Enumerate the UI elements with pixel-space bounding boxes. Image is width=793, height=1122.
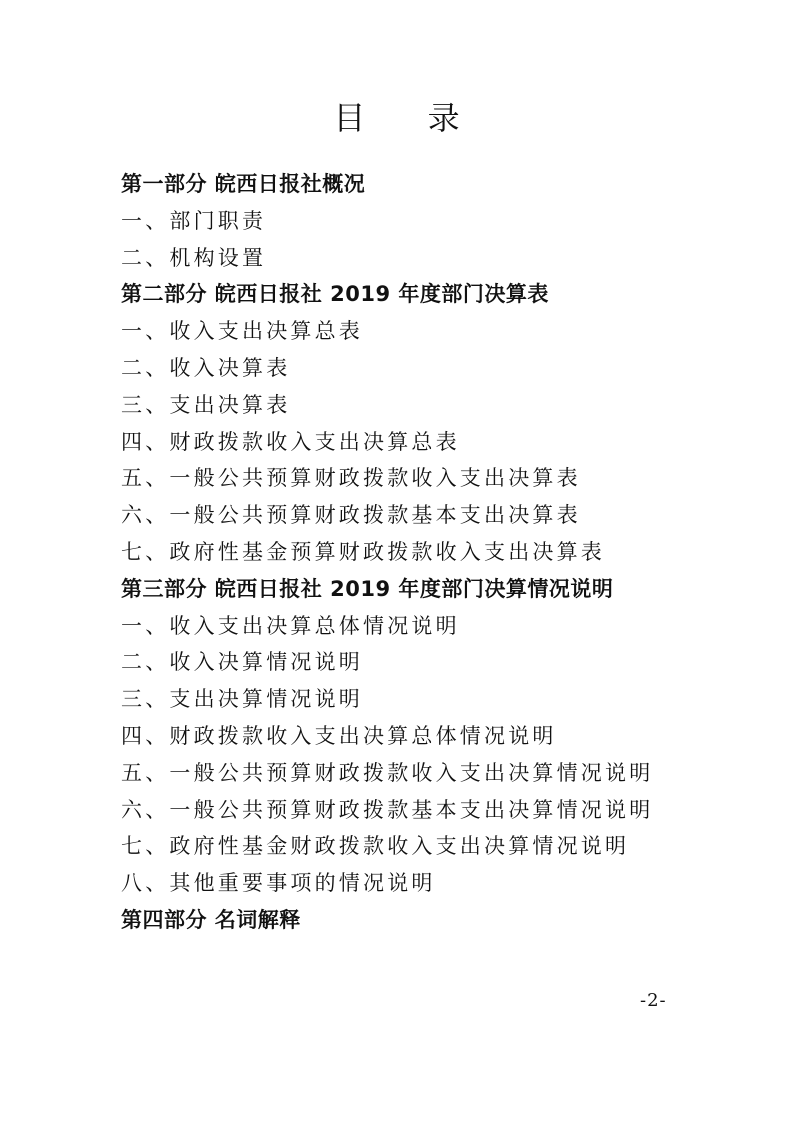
page-number: -2- xyxy=(640,990,667,1011)
toc-item: 三、支出决算情况说明 xyxy=(121,687,363,712)
toc-item: 五、一般公共预算财政拨款收入支出决算情况说明 xyxy=(121,760,654,785)
toc-item: 六、一般公共预算财政拨款基本支出决算表 xyxy=(121,503,581,528)
toc-item: 三、支出决算表 xyxy=(121,392,291,417)
toc-part-3: 第三部分 皖西日报社 2019 年度部门决算情况说明 xyxy=(121,576,614,601)
toc-item: 一、收入支出决算总体情况说明 xyxy=(121,613,460,638)
toc-item: 六、一般公共预算财政拨款基本支出决算情况说明 xyxy=(121,797,654,822)
toc-item: 二、收入决算情况说明 xyxy=(121,650,363,675)
toc-item: 二、收入决算表 xyxy=(121,355,291,380)
toc-item: 一、收入支出决算总表 xyxy=(121,319,363,344)
toc-item: 四、财政拨款收入支出决算总表 xyxy=(121,429,460,454)
toc-item: 四、财政拨款收入支出决算总体情况说明 xyxy=(121,723,557,748)
toc-item: 二、机构设置 xyxy=(121,245,267,270)
page-title: 目 录 xyxy=(333,99,486,137)
toc-part-1: 第一部分 皖西日报社概况 xyxy=(121,172,366,196)
toc-item: 七、政府性基金预算财政拨款收入支出决算表 xyxy=(121,539,605,564)
toc-part-2: 第二部分 皖西日报社 2019 年度部门决算表 xyxy=(121,282,549,307)
toc-item: 七、政府性基金财政拨款收入支出决算情况说明 xyxy=(121,834,630,859)
toc-item: 一、部门职责 xyxy=(121,208,267,233)
toc-part-4: 第四部分 名词解释 xyxy=(121,907,301,932)
table-of-contents xyxy=(121,166,721,939)
toc-item: 五、一般公共预算财政拨款收入支出决算表 xyxy=(121,466,581,491)
toc-item: 八、其他重要事项的情况说明 xyxy=(121,871,436,896)
